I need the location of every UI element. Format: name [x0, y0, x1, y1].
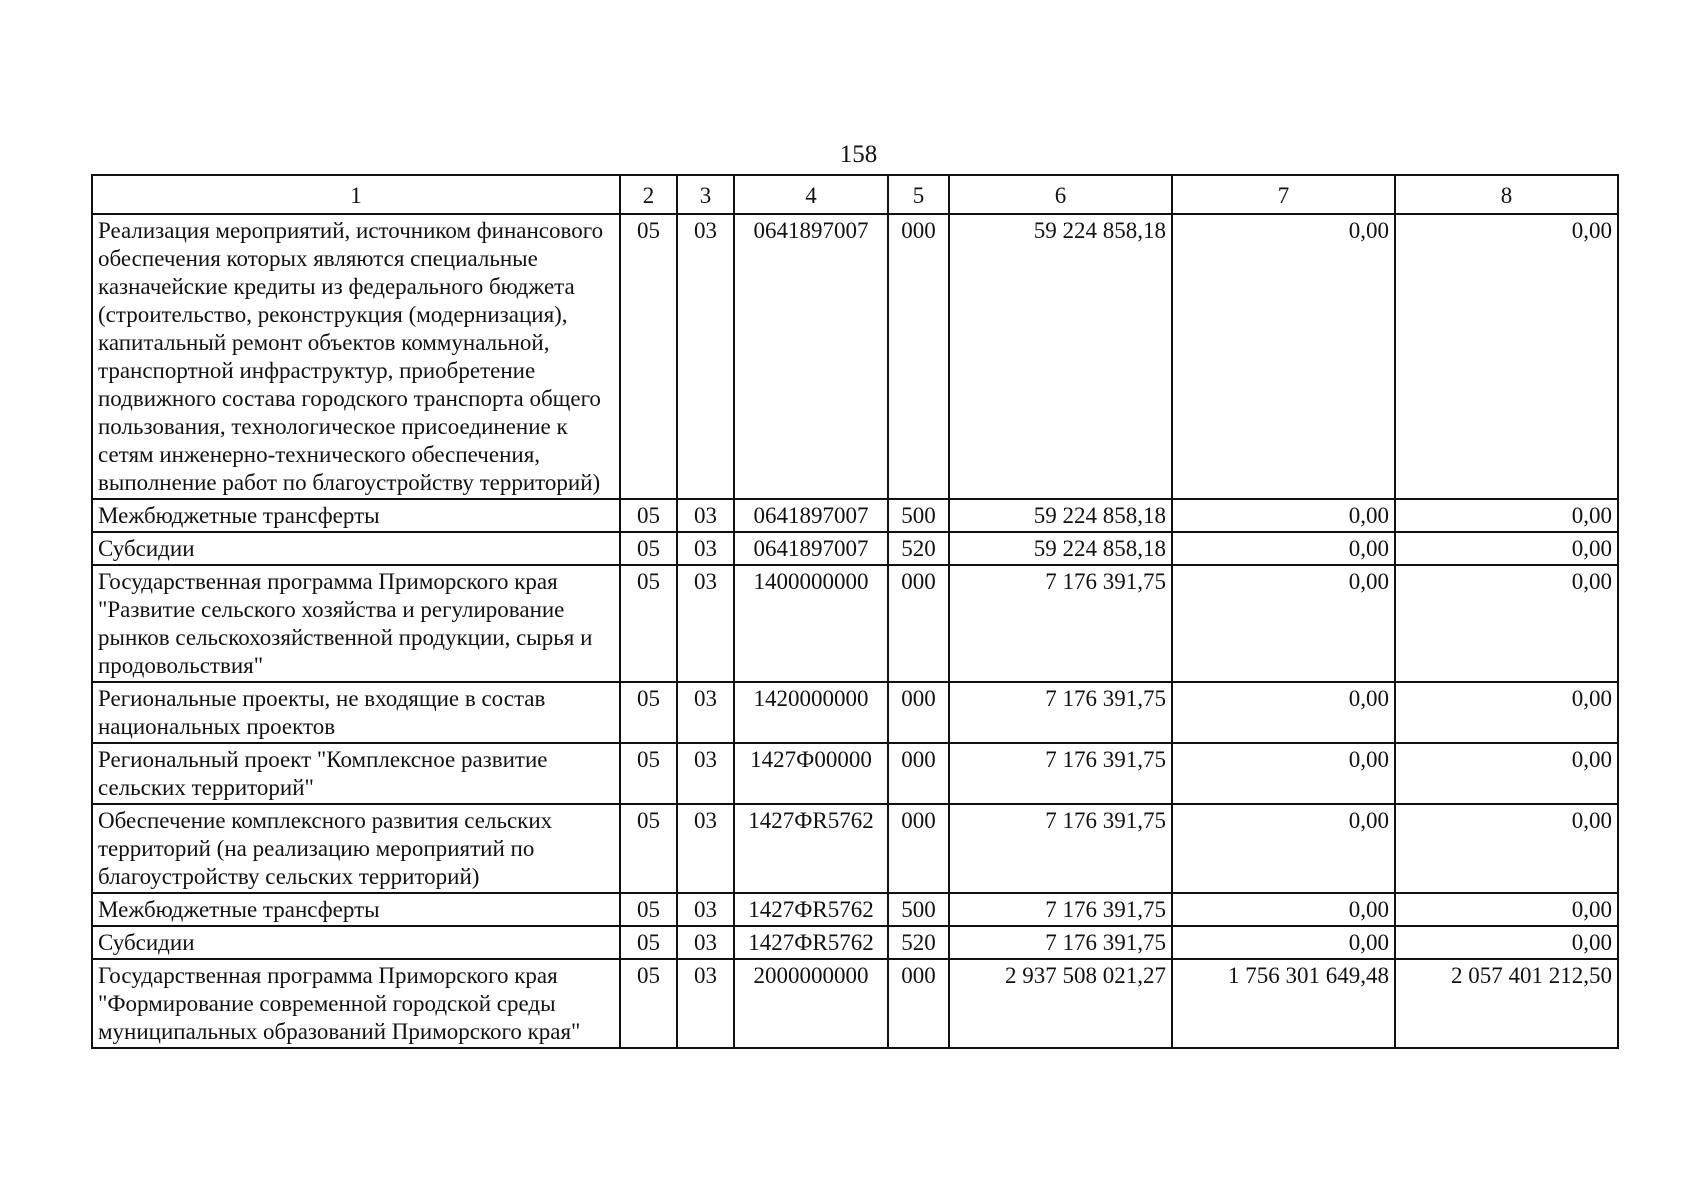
amount-col6: 59 224 858,18 — [949, 214, 1172, 499]
expense-type-code: 000 — [888, 804, 949, 893]
row-name: Обеспечение комплексного развития сельских территорий (на реализацию мероприятий по благоустройству сельских территорий) — [92, 804, 620, 893]
amount-col8: 0,00 — [1395, 804, 1618, 893]
subsection-code: 03 — [677, 565, 734, 682]
column-header-4: 4 — [734, 175, 888, 214]
amount-col7: 0,00 — [1172, 214, 1395, 499]
row-name: Субсидии — [92, 926, 620, 959]
target-article-code: 2000000000 — [734, 959, 888, 1048]
target-article-code: 1400000000 — [734, 565, 888, 682]
expense-type-code: 000 — [888, 743, 949, 804]
amount-col6: 7 176 391,75 — [949, 565, 1172, 682]
amount-col7: 0,00 — [1172, 682, 1395, 743]
page-number: 158 — [839, 141, 878, 168]
amount-col7: 0,00 — [1172, 893, 1395, 926]
amount-col6: 7 176 391,75 — [949, 743, 1172, 804]
subsection-code: 03 — [677, 959, 734, 1048]
section-code: 05 — [620, 214, 677, 499]
subsection-code: 03 — [677, 743, 734, 804]
expense-type-code: 000 — [888, 565, 949, 682]
section-code: 05 — [620, 682, 677, 743]
amount-col8: 0,00 — [1395, 743, 1618, 804]
target-article-code: 0641897007 — [734, 532, 888, 565]
row-name: Межбюджетные трансферты — [92, 893, 620, 926]
amount-col7: 0,00 — [1172, 532, 1395, 565]
section-code: 05 — [620, 499, 677, 532]
section-code: 05 — [620, 804, 677, 893]
amount-col8: 0,00 — [1395, 532, 1618, 565]
amount-col7: 0,00 — [1172, 926, 1395, 959]
table-row — [92, 804, 1618, 893]
amount-col8: 0,00 — [1395, 565, 1618, 682]
amount-col8: 0,00 — [1395, 214, 1618, 499]
amount-col8: 0,00 — [1395, 926, 1618, 959]
row-name: Субсидии — [92, 532, 620, 565]
target-article-code: 1427ФR5762 — [734, 893, 888, 926]
section-code: 05 — [620, 893, 677, 926]
section-code: 05 — [620, 926, 677, 959]
section-code: 05 — [620, 532, 677, 565]
table-row — [92, 214, 1618, 499]
table-row — [92, 743, 1618, 804]
subsection-code: 03 — [677, 499, 734, 532]
target-article-code: 1420000000 — [734, 682, 888, 743]
expense-type-code: 000 — [888, 959, 949, 1048]
column-header-5: 5 — [888, 175, 949, 214]
section-code: 05 — [620, 565, 677, 682]
header-row — [92, 175, 1618, 214]
column-header-3: 3 — [677, 175, 734, 214]
subsection-code: 03 — [677, 214, 734, 499]
row-name: Государственная программа Приморского края "Формирование современной городской среды муниципальных образований Приморского края" — [92, 959, 620, 1048]
amount-col6: 59 224 858,18 — [949, 532, 1172, 565]
target-article-code: 0641897007 — [734, 214, 888, 499]
amount-col6: 2 937 508 021,27 — [949, 959, 1172, 1048]
amount-col7: 1 756 301 649,48 — [1172, 959, 1395, 1048]
subsection-code: 03 — [677, 804, 734, 893]
column-header-2: 2 — [620, 175, 677, 214]
expense-type-code: 520 — [888, 532, 949, 565]
amount-col6: 7 176 391,75 — [949, 926, 1172, 959]
expense-type-code: 000 — [888, 214, 949, 499]
target-article-code: 1427Ф00000 — [734, 743, 888, 804]
amount-col7: 0,00 — [1172, 499, 1395, 532]
row-name: Государственная программа Приморского края "Развитие сельского хозяйства и регулирование рынков сельскохозяйственной продукции, сырья и продовольствия" — [92, 565, 620, 682]
amount-col7: 0,00 — [1172, 804, 1395, 893]
table-row — [92, 532, 1618, 565]
amount-col7: 0,00 — [1172, 743, 1395, 804]
table-row — [92, 682, 1618, 743]
row-name: Региональный проект "Комплексное развитие сельских территорий" — [92, 743, 620, 804]
column-header-1: 1 — [92, 175, 620, 214]
table-row — [92, 926, 1618, 959]
expense-type-code: 500 — [888, 893, 949, 926]
expense-type-code: 000 — [888, 682, 949, 743]
table-row — [92, 499, 1618, 532]
expense-type-code: 500 — [888, 499, 949, 532]
target-article-code: 0641897007 — [734, 499, 888, 532]
column-header-6: 6 — [949, 175, 1172, 214]
subsection-code: 03 — [677, 926, 734, 959]
amount-col8: 0,00 — [1395, 893, 1618, 926]
amount-col6: 7 176 391,75 — [949, 804, 1172, 893]
column-header-7: 7 — [1172, 175, 1395, 214]
amount-col7: 0,00 — [1172, 565, 1395, 682]
amount-col8: 0,00 — [1395, 499, 1618, 532]
amount-col8: 2 057 401 212,50 — [1395, 959, 1618, 1048]
section-code: 05 — [620, 959, 677, 1048]
subsection-code: 03 — [677, 893, 734, 926]
row-name: Межбюджетные трансферты — [92, 499, 620, 532]
amount-col6: 7 176 391,75 — [949, 893, 1172, 926]
amount-col6: 7 176 391,75 — [949, 682, 1172, 743]
row-name: Реализация мероприятий, источником финансового обеспечения которых являются специальные казначейские кредиты из федерального бюджета (строительство, реконструкция (модернизация), капитальный ремонт объектов коммунальной, транспортной инфраструктур, приобретение подвижного состава городского транспорта общего пользования, технологическое присоединение к сетям инженерно-технического обеспечения, выполнение работ по благоустройству территорий) — [92, 214, 620, 499]
target-article-code: 1427ФR5762 — [734, 926, 888, 959]
target-article-code: 1427ФR5762 — [734, 804, 888, 893]
row-name: Региональные проекты, не входящие в состав национальных проектов — [92, 682, 620, 743]
budget-table — [91, 174, 1619, 1049]
subsection-code: 03 — [677, 532, 734, 565]
table-row — [92, 959, 1618, 1048]
table-row — [92, 893, 1618, 926]
subsection-code: 03 — [677, 682, 734, 743]
amount-col6: 59 224 858,18 — [949, 499, 1172, 532]
section-code: 05 — [620, 743, 677, 804]
amount-col8: 0,00 — [1395, 682, 1618, 743]
expense-type-code: 520 — [888, 926, 949, 959]
column-header-8: 8 — [1395, 175, 1618, 214]
table-row — [92, 565, 1618, 682]
